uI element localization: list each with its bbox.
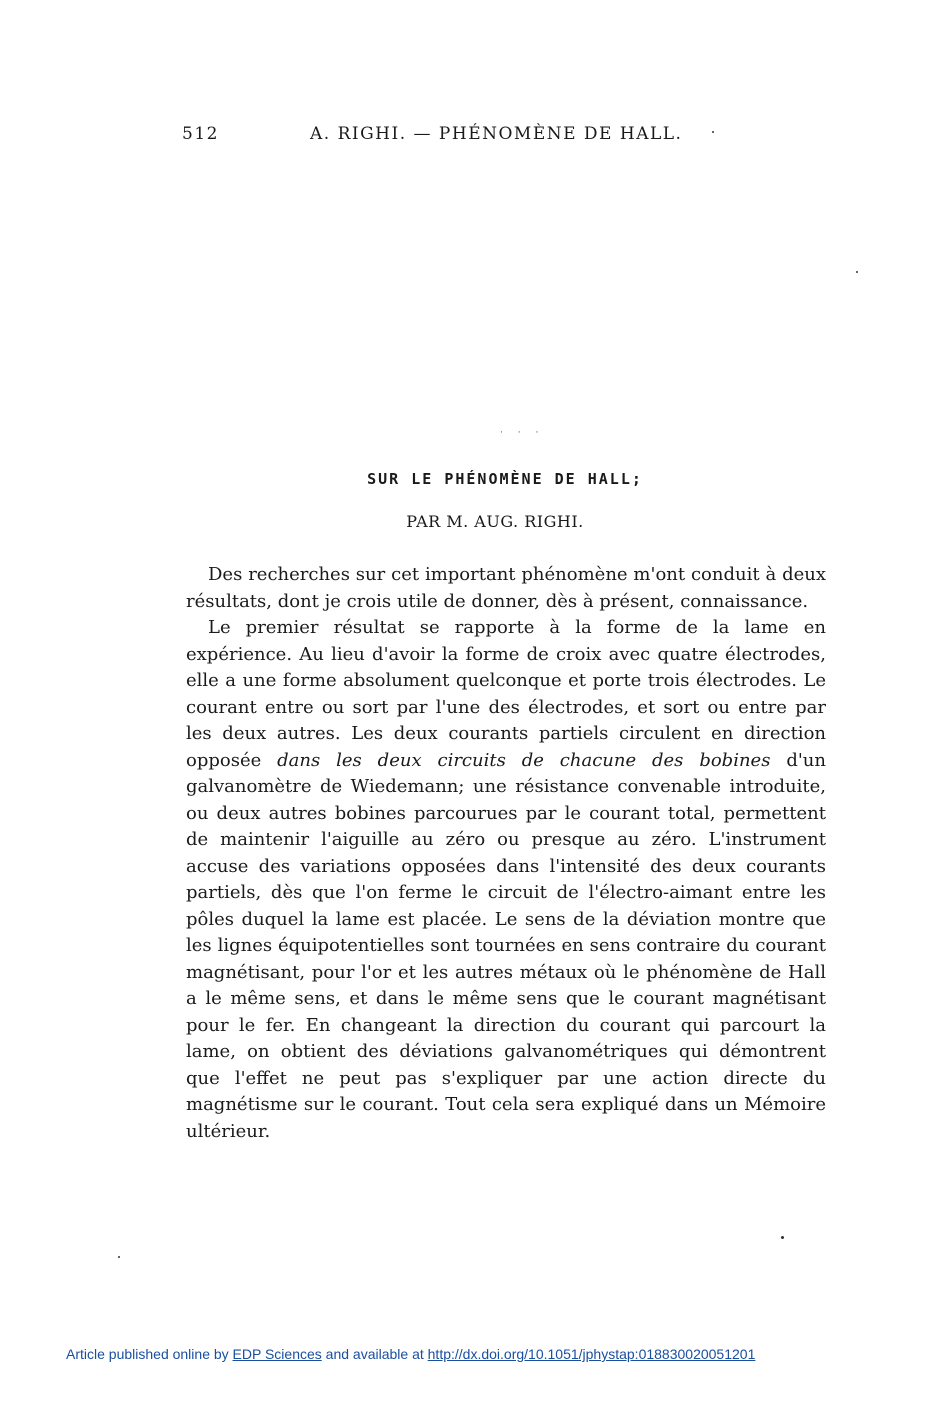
italic-emphasis: dans les deux circuits de chacune des bobines bbox=[277, 749, 771, 771]
print-speck bbox=[781, 1236, 784, 1239]
article-title: SUR LE PHÉNOMÈNE DE HALL; bbox=[367, 470, 643, 488]
article-body bbox=[186, 562, 826, 1145]
paragraph-text: d'un galvanomètre de Wiedemann; une résistance convenable introduite, ou deux autres bobines parcourues par le courant total, permettent de maintenir l'aiguille au zéro ou presque au zéro. L'instrument accuse des variations opposées dans l'intensité des deux courants partiels, dès que l'on ferme le circuit de l'électro-aimant entre les pôles duquel la lame est placée. Le sens de la déviation montre que les lignes équipotentielles sont tournées en sens contraire du courant magnétisant, pour l'or et les autres métaux où le phénomène de Hall a le même sens, et dans le même sens que le courant magnétisant pour le fer. En changeant la direction du courant qui parcourt la lame, on obtient des déviations galvanométriques qui démontrent que l'effet ne peut pas s'expliquer par une action directe du magnétisme sur le courant. Tout cela sera expliqué dans un Mémoire ultérieur. bbox=[186, 749, 826, 1142]
print-speck bbox=[712, 131, 714, 133]
author-byline: PAR M. AUG. RIGHI. bbox=[406, 512, 584, 531]
doi-link[interactable]: http://dx.doi.org/10.1051/jphystap:018830020051201 bbox=[427, 1346, 756, 1362]
page-number: 512 bbox=[182, 124, 219, 144]
footer-middle: and available at bbox=[321, 1346, 428, 1362]
separator-dots: · · · bbox=[500, 428, 545, 438]
paragraph-text: Le premier résultat se rapporte à la forme de la lame en expérience. Au lieu d'avoir la forme de croix avec quatre électrodes, elle a une forme absolument quelconque et porte trois électrodes. Le courant entre ou sort par l'une des électrodes, et sort ou entre par les deux autres. Les deux courants partiels circulent en direction opposée bbox=[186, 617, 826, 771]
footer-prefix: Article published online by bbox=[66, 1346, 233, 1362]
paragraph-first-result bbox=[186, 615, 826, 1145]
print-speck bbox=[118, 1256, 120, 1258]
running-title: A. RIGHI. — PHÉNOMÈNE DE HALL. bbox=[310, 124, 683, 144]
print-speck bbox=[856, 271, 858, 273]
paragraph-intro: Des recherches sur cet important phénomène m'ont conduit à deux résultats, dont je crois utile de donner, dès à présent, connaissance. bbox=[186, 564, 826, 612]
publisher-link[interactable]: EDP Sciences bbox=[232, 1346, 322, 1362]
running-header bbox=[182, 124, 722, 148]
publication-footer bbox=[66, 1346, 866, 1362]
